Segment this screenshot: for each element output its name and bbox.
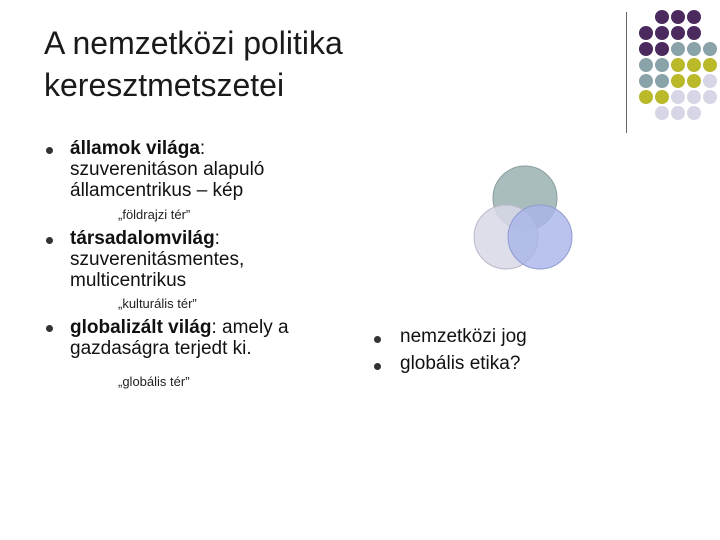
decorative-dot [671,10,685,24]
list-item-society [70,228,244,291]
item-line: gazdaságra terjedt ki. [70,338,252,359]
item-text: : [214,228,220,249]
decorative-dot [703,74,717,88]
sub-label-geographic: „földrajzi tér” [118,207,191,222]
decorative-dot [655,10,669,24]
slide-title [44,22,343,106]
decorative-dot [671,58,685,72]
decorative-dot [703,90,717,104]
decorative-dot [639,58,653,72]
decorative-divider [626,12,627,133]
decorative-dot [655,106,669,120]
venn-diagram [470,162,580,277]
item-line: szuverenitáson alapuló [70,159,265,180]
decorative-dot [639,26,653,40]
item-text: : amely a [211,317,289,338]
term-globalized: globalizált világ [70,317,212,338]
sub-label-cultural: „kulturális tér” [118,296,197,311]
decorative-dot [687,10,701,24]
decorative-dot [655,58,669,72]
right-list-item-ethics: globális etika? [400,353,521,374]
decorative-dot [655,42,669,56]
bullet-icon [46,237,53,244]
decorative-dot [639,42,653,56]
bullet-icon [46,325,53,332]
decorative-dot [671,106,685,120]
decorative-dot [639,90,653,104]
list-item-globalized [70,317,289,359]
item-line: multicentrikus [70,270,187,291]
decorative-dot [687,106,701,120]
decorative-dot [687,74,701,88]
decorative-dot [687,42,701,56]
sub-label-global: „globális tér” [118,374,190,389]
decorative-dot [687,90,701,104]
venn-circle-right [508,205,572,269]
right-list-item-law: nemzetközi jog [400,326,527,347]
title-line-2: keresztmetszetei [44,67,285,103]
decorative-dot [671,42,685,56]
decorative-dot [703,42,717,56]
bullet-icon [374,363,381,370]
term-society: társadalomvilág [70,228,215,249]
term-states: államok világa [70,138,200,159]
bullet-icon [46,147,53,154]
decorative-dot [687,58,701,72]
decorative-dot [671,90,685,104]
decorative-dot [639,74,653,88]
bullet-icon [374,336,381,343]
decorative-dot [655,74,669,88]
decorative-dot [687,26,701,40]
item-text: : [199,138,206,159]
title-line-1: A nemzetközi politika [44,25,343,61]
item-line: szuverenitásmentes, [70,249,245,270]
decorative-dot [703,58,717,72]
item-line: államcentrikus – kép [70,180,244,201]
decorative-dot [671,26,685,40]
decorative-dot [655,90,669,104]
list-item-states [70,138,264,201]
decorative-dot [671,74,685,88]
decorative-dot [655,26,669,40]
